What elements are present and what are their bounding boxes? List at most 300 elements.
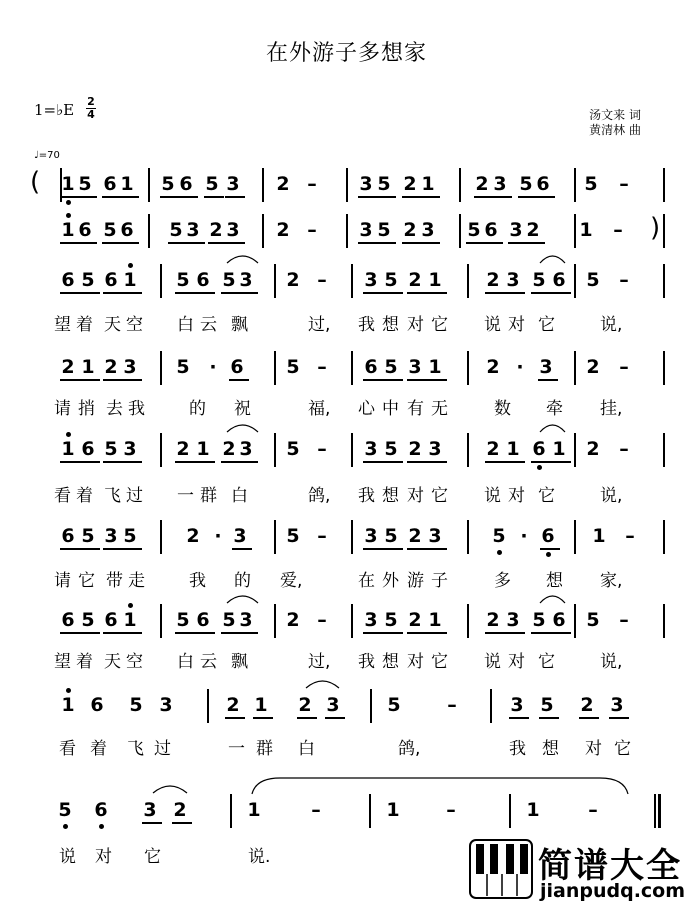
note: · [520,525,528,547]
lyric-char: 过, [308,315,331,335]
lyric-char: 想 [382,315,399,335]
bar-line [467,604,469,638]
lyric-char: 飘 [231,652,248,672]
eighth-underline [229,379,249,381]
note: · [214,525,222,547]
lyric-char: 我 [358,315,375,335]
octave-dot-high [66,688,71,693]
eighth-underline [540,548,560,550]
eighth-underline [383,292,403,294]
lyric-char: 想 [382,486,399,506]
lyric-char: 多 [494,571,511,591]
eighth-underline [383,632,403,634]
eighth-underline [103,632,123,634]
lyric-char: 说 [484,652,501,672]
eighth-underline [122,379,142,381]
eighth-underline [420,196,440,198]
slur-arc [152,782,190,794]
bar-line [230,794,232,828]
note: 6 [196,609,210,631]
eighth-underline [175,632,195,634]
note: 5 [532,609,546,631]
eighth-underline [483,242,503,244]
eighth-underline [383,548,403,550]
eighth-underline [195,632,215,634]
note: 3 [123,438,137,460]
eighth-underline [238,292,258,294]
note: – [447,694,457,716]
eighth-underline [119,196,139,198]
repeat-paren-close: ) [650,213,661,243]
lyric-char: 无 [431,399,448,419]
eighth-underline [407,379,427,381]
time-signature-bottom: 4 [87,108,95,121]
lyric-char: 对 [95,847,112,867]
bar-line [574,604,576,638]
eighth-underline [485,461,505,463]
note: – [619,438,629,460]
note: 6 [103,173,117,195]
note: – [613,219,623,241]
lyric-char: 说, [600,486,623,506]
lyric-char: 过 [126,486,143,506]
note: 6 [61,525,75,547]
eighth-underline [195,292,215,294]
note: 3 [359,219,373,241]
note: – [588,799,598,821]
note: 2 [526,219,540,241]
tempo-mark: ♩=70 [34,150,60,161]
bar-line [148,214,150,248]
eighth-underline [175,292,195,294]
bar-line [160,351,162,385]
lyric-char: 我 [358,652,375,672]
eighth-underline [122,292,142,294]
note: 5 [123,525,137,547]
bar-line [459,168,461,202]
note: 5 [176,356,190,378]
watermark-url: jianpudq.com [540,880,686,902]
song-title: 在外游子多想家 [265,41,427,66]
note: 5 [78,173,92,195]
bar-line [459,214,461,248]
note: 2 [486,356,500,378]
eighth-underline [325,717,345,719]
eighth-underline [376,196,396,198]
note: 3 [364,438,378,460]
note: 5 [104,438,118,460]
eighth-underline [160,196,180,198]
eighth-underline [427,292,447,294]
lyric-char: 白 [177,315,194,335]
eighth-underline [525,242,545,244]
note: – [307,173,317,195]
bar-line [663,433,665,467]
note: 3 [226,173,240,195]
bar-line [207,689,209,723]
note: 2 [222,438,236,460]
lyric-char: 它 [431,652,448,672]
eighth-underline [407,292,427,294]
lyric-char: 着 [76,315,93,335]
lyric-char: 说, [600,315,623,335]
final-bar-line [658,794,661,828]
note: 3 [326,694,340,716]
octave-dot-high [66,432,71,437]
lyric-char: 云 [200,652,217,672]
lyric-char: 说 [484,315,501,335]
bar-line [351,604,353,638]
note: 5 [384,269,398,291]
note: 3 [239,609,253,631]
note: 2 [475,173,489,195]
eighth-underline [80,632,100,634]
bar-line [160,520,162,554]
bar-line [369,794,371,828]
lyric-char: 一 [177,486,194,506]
note: · [516,356,524,378]
eighth-underline [531,292,551,294]
lyric-char: 一 [228,739,245,759]
note: 6 [94,799,108,821]
lyric-char: 云 [200,315,217,335]
bar-line [262,214,264,248]
composer-credit: 黄清林 曲 [589,123,641,137]
note: 2 [298,694,312,716]
note: 3 [421,219,435,241]
note: 1 [428,609,442,631]
note: 5 [540,694,554,716]
eighth-underline [358,196,378,198]
note: 5 [519,173,533,195]
lyric-char: 过, [308,652,331,672]
note: 3 [159,694,173,716]
eighth-underline [535,196,555,198]
lyric-char: 心 [358,399,375,419]
repeat-paren-open: ( [30,167,41,197]
note: 5 [286,356,300,378]
eighth-underline [538,379,558,381]
bar-line [262,168,264,202]
lyric-char: 福, [308,399,331,419]
note: 3 [123,356,137,378]
eighth-underline [358,242,378,244]
octave-dot-high [128,603,133,608]
note: 3 [428,438,442,460]
bar-line [351,433,353,467]
note: 5 [384,438,398,460]
bar-line [663,264,665,298]
lyric-char: 对 [585,739,602,759]
octave-dot-low [63,824,68,829]
eighth-underline [225,196,245,198]
note: – [619,269,629,291]
lyric-char: 天 [104,652,121,672]
eighth-underline [427,379,447,381]
bar-line [574,433,576,467]
lyric-char: 对 [407,652,424,672]
eighth-underline [238,632,258,634]
note: 6 [230,356,244,378]
note: 5 [176,609,190,631]
octave-dot-low [99,824,104,829]
note: 5 [384,356,398,378]
note: 3 [408,356,422,378]
note: – [446,799,456,821]
lyric-char: 祝 [234,399,251,419]
lyric-char: 请 [54,399,71,419]
eighth-underline [238,461,258,463]
eighth-underline [363,292,383,294]
lyric-char: 群 [256,739,273,759]
bar-line [370,689,372,723]
bar-line [274,520,276,554]
note: 6 [61,609,75,631]
note: 1 [506,438,520,460]
note: 6 [104,269,118,291]
eighth-underline [80,548,100,550]
eighth-underline [80,292,100,294]
eighth-underline [531,461,551,463]
lyric-char: 空 [126,652,143,672]
octave-dot-high [128,263,133,268]
eighth-underline [383,461,403,463]
note: 5 [81,525,95,547]
note: 6 [61,269,75,291]
lyric-char: 对 [407,315,424,335]
eighth-underline [60,461,80,463]
lyric-char: 的 [234,571,251,591]
note: 5 [377,173,391,195]
note: 1 [123,609,137,631]
octave-dot-low [546,552,551,557]
note: 6 [536,173,550,195]
bar-line [274,604,276,638]
note: 6 [552,269,566,291]
bar-line [663,168,665,202]
bar-line [574,351,576,385]
eighth-underline [363,461,383,463]
lyric-char: 家, [600,571,623,591]
lyric-char: 白 [298,739,315,759]
note: 3 [610,694,624,716]
slur-arc [539,592,568,604]
lyric-char: 想 [542,739,559,759]
bar-line [574,214,576,248]
eighth-underline [60,379,80,381]
note: 3 [186,219,200,241]
note: 3 [509,219,523,241]
eighth-underline [225,717,245,719]
note: 3 [104,525,118,547]
note: 5 [222,609,236,631]
slur-arc [226,421,261,433]
lyric-char: 带 [106,571,123,591]
octave-dot-low [497,550,502,555]
note: 1 [61,173,75,195]
eighth-underline [474,196,494,198]
note: – [619,356,629,378]
lyric-char: 飞 [104,486,121,506]
eighth-underline [119,242,139,244]
note: 1 [61,219,75,241]
bar-line [509,794,511,828]
eighth-underline [103,379,123,381]
eighth-underline [376,242,396,244]
eighth-underline [80,461,100,463]
note: 2 [286,269,300,291]
note: – [625,525,635,547]
note: 1 [81,356,95,378]
note: 2 [408,438,422,460]
lyric-char: 想 [382,652,399,672]
lyric-char: 我 [189,571,206,591]
lyric-char: 它 [538,486,555,506]
eighth-underline [420,242,440,244]
bar-line [148,168,150,202]
note: 6 [196,269,210,291]
lyric-char: 对 [407,486,424,506]
eighth-underline [539,717,559,719]
bar-line [274,264,276,298]
eighth-underline [485,632,505,634]
note: 1 [61,694,75,716]
lyric-char: 说. [248,847,271,867]
lyric-char: 天 [104,315,121,335]
note: 2 [186,525,200,547]
eighth-underline [122,548,142,550]
bar-line [467,433,469,467]
lyric-char: 它 [78,571,95,591]
note: 2 [486,438,500,460]
eighth-underline [427,632,447,634]
note: 1 [428,269,442,291]
lyric-char: 飞 [127,739,144,759]
note: 1 [123,269,137,291]
lyric-char: 有 [407,399,424,419]
eighth-underline [551,461,571,463]
eighth-underline [204,196,224,198]
watermark-logo [468,838,693,907]
note: 6 [81,438,95,460]
bar-line [467,351,469,385]
note: 2 [580,694,594,716]
eighth-underline [427,461,447,463]
slur-arc [539,252,568,264]
note: 1 [428,356,442,378]
lyric-char: 望 [54,315,71,335]
lyric-char: 它 [538,315,555,335]
eighth-underline [383,379,403,381]
eighth-underline [505,632,525,634]
note: 6 [541,525,555,547]
lyric-char: 鸽, [398,739,421,759]
eighth-underline [551,292,571,294]
note: 2 [486,269,500,291]
eighth-underline [103,461,123,463]
eighth-underline [609,717,629,719]
note: – [619,173,629,195]
note: 3 [364,609,378,631]
lyric-char: 游 [407,571,424,591]
note: 5 [129,694,143,716]
lyric-char: 对 [508,315,525,335]
note: 3 [539,356,553,378]
tie-arc [250,776,630,796]
bar-line [160,264,162,298]
note: 2 [408,269,422,291]
eighth-underline [122,632,142,634]
bar-line [574,264,576,298]
note: 2 [276,173,290,195]
note: 1 [120,173,134,195]
eighth-underline [509,717,529,719]
bar-line [351,520,353,554]
lyric-char: 说 [484,486,501,506]
note: 6 [179,173,193,195]
time-signature-top: 2 [87,95,95,108]
lyric-char: 我 [358,486,375,506]
lyric-char: 爱, [280,571,303,591]
lyric-char: 捎 [78,399,95,419]
lyric-char: 鸽, [308,486,331,506]
slur-arc [539,421,568,433]
note: – [619,609,629,631]
eighth-underline [505,292,525,294]
eighth-underline [363,379,383,381]
note: – [317,525,327,547]
note: 1 [552,438,566,460]
lyric-char: 着 [76,486,93,506]
bar-line [351,264,353,298]
eighth-underline [60,548,80,550]
note: 6 [104,609,118,631]
eighth-underline [551,632,571,634]
lyric-char: 群 [200,486,217,506]
eighth-underline [60,292,80,294]
bar-line [490,689,492,723]
lyric-char: 飘 [231,315,248,335]
bar-line [274,351,276,385]
note: 2 [209,219,223,241]
eighth-underline [427,548,447,550]
eighth-underline [531,632,551,634]
lyric-char: 数 [494,399,511,419]
note: 5 [81,269,95,291]
note: 5 [286,438,300,460]
eighth-underline [402,242,422,244]
note: 6 [532,438,546,460]
eighth-underline [60,632,80,634]
lyric-char: 在 [358,571,375,591]
bar-line [663,351,665,385]
note: – [317,609,327,631]
eighth-underline [253,717,273,719]
note: 6 [484,219,498,241]
note: 3 [493,173,507,195]
note: 2 [173,799,187,821]
bar-line [274,433,276,467]
lyric-char: 挂, [600,399,623,419]
bar-line [346,214,348,248]
note: – [307,219,317,241]
note: 3 [506,609,520,631]
eighth-underline [363,548,383,550]
note: 3 [364,525,378,547]
note: – [317,269,327,291]
note: 5 [169,219,183,241]
eighth-underline [485,292,505,294]
